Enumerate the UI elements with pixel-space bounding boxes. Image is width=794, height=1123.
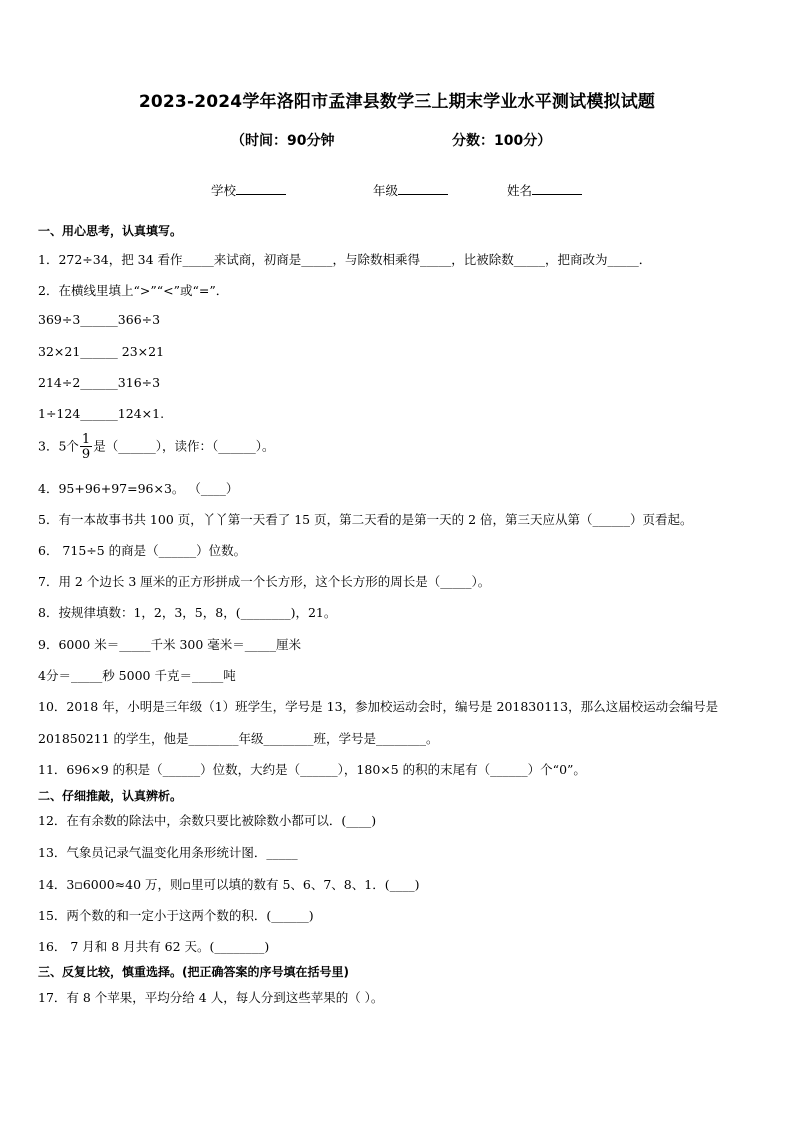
question-13: 13．气象员记录气温变化用条形统计图．_____: [38, 845, 298, 860]
question-5: 5．有一本故事书共 100 页，丫丫第一天看了 15 页，第二天看的是第一天的 2 倍，第三天应从第（______）页看起。: [38, 512, 693, 527]
grade-field: [373, 181, 448, 199]
section-1-heading: 一、用心思考，认真填写。: [38, 224, 183, 238]
question-11: 11．696×9 的积是（______）位数，大约是（______），180×5 的积的末尾有（______）个“0”。: [38, 762, 586, 777]
school-blank: [236, 182, 286, 195]
school-field: [211, 181, 286, 199]
question-10b: 201850211 的学生，他是________年级________班，学号是________。: [38, 731, 439, 746]
question-2c: 214÷2______316÷3: [38, 375, 161, 390]
question-2a: 369÷3______366÷3: [38, 312, 161, 327]
question-7: 7．用 2 个边长 3 厘米的正方形拼成一个长方形，这个长方形的周长是（_____）。: [38, 574, 491, 589]
question-3-suffix: 是（______），读作：（______）。: [93, 438, 275, 454]
section-2-heading: 二、仔细推敲，认真辨析。: [38, 789, 183, 803]
question-3-prefix: 3．5个: [38, 438, 79, 454]
score-label: 分数：100分）: [452, 133, 552, 149]
question-4: 4．95+96+97=96×3。 （____）: [38, 481, 239, 496]
question-10a: 10．2018 年，小明是三年级（1）班学生，学号是 13，参加校运动会时，编号是 201830113，那么这届校运动会编号是: [38, 699, 719, 714]
grade-blank: [398, 182, 448, 195]
question-8: 8．按规律填数：1，2，3，5，8，(________)，21。: [38, 605, 337, 620]
name-blank: [532, 182, 582, 195]
fraction-denominator: 9: [81, 447, 91, 462]
question-9b: 4分＝_____秒 5000 千克＝_____吨: [38, 668, 236, 683]
question-15: 15．两个数的和一定小于这两个数的积．(______): [38, 908, 314, 923]
section-3-heading: 三、反复比较，慎重选择。(把正确答案的序号填在括号里): [38, 965, 349, 979]
question-2b: 32×21______ 23×21: [38, 344, 165, 359]
question-2: 2．在横线里填上“>”“<”或“=”．: [38, 283, 229, 298]
grade-label: 年级: [373, 183, 399, 198]
question-14: 14．3▫6000≈40 万，则▫里可以填的数有 5、6、7、8、1．(____): [38, 877, 420, 892]
name-label: 姓名: [507, 183, 533, 198]
fraction-numerator: 1: [81, 432, 91, 447]
school-label: 学校: [211, 183, 237, 198]
page-title: 2023-2024学年洛阳市孟津县数学三上期末学业水平测试模拟试题: [138, 92, 656, 112]
question-12: 12．在有余数的除法中，余数只要比被除数小都可以．(____): [38, 813, 377, 828]
question-16: 16． 7 月和 8 月共有 62 天。(________): [38, 939, 270, 954]
question-2d: 1÷124______124×1.: [38, 406, 165, 421]
question-9a: 9．6000 米＝_____千米 300 毫米＝_____厘米: [38, 637, 302, 652]
question-17: 17．有 8 个苹果，平均分给 4 人，每人分到这些苹果的（ ）。: [38, 990, 384, 1005]
question-1: 1．272÷34，把 34 看作_____来试商，初商是_____，与除数相乘得_____，比被除数_____，把商改为_____．: [38, 252, 652, 267]
time-label: （时间：90分钟: [231, 133, 335, 149]
question-6: 6． 715÷5 的商是（______）位数。: [38, 543, 247, 558]
fraction: [80, 433, 92, 461]
name-field: [507, 181, 582, 199]
question-3: [38, 433, 274, 461]
